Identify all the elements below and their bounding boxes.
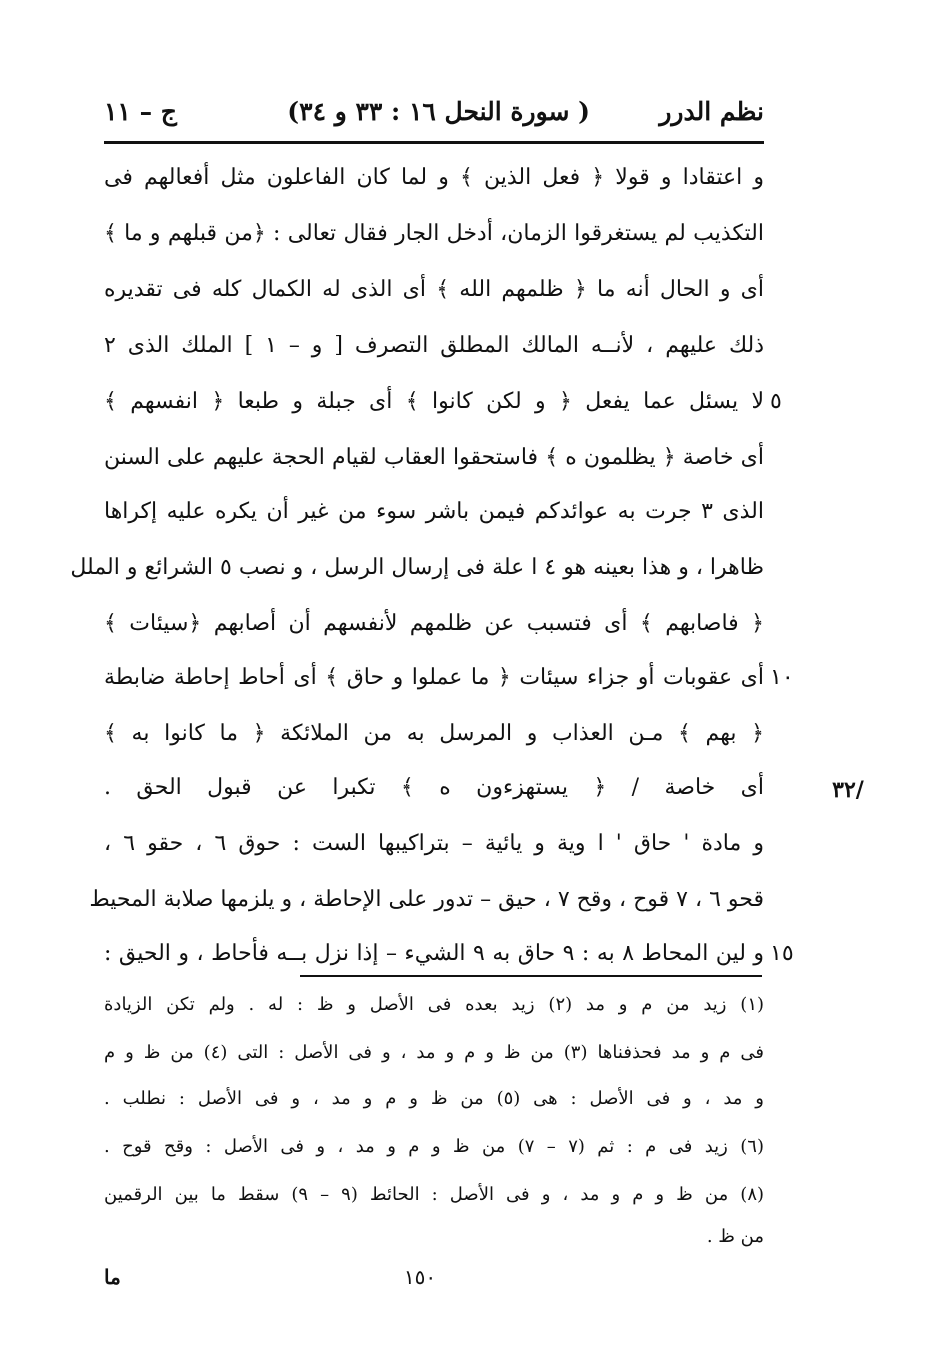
- catchword: ما: [104, 1265, 121, 1289]
- text-line: ﴿ بهم ﴾ مـن العذاب و المرسل به من الملائكة ﴿ ما كانوا به ﴾: [104, 721, 764, 746]
- book-title: نظم الدرر: [659, 97, 764, 126]
- page-number: ١٥٠: [403, 1265, 437, 1289]
- footnote-rule: [300, 975, 762, 977]
- volume-number: ج – ١١: [104, 97, 177, 126]
- footnote-line: (٨) من ظ و م و مد ، و فى الأصل : الحائط (٩ – ٩) سقط ما بين الرقمين: [104, 1184, 765, 1205]
- footnote-line: (٦) زيد فى م : ثم (٧ – ٧) من ظ و م و مد ، و فى الأصل : وقح قوح .: [104, 1136, 764, 1157]
- text-line: ﴿ فاصابهم ﴾ أى فتسبب عن ظلمهم لأنفسهم أن أصابهم ﴿سيئات ﴾: [104, 611, 764, 636]
- text-line: و اعتقادا و قولا ﴿ فعل الذين ﴾ و لما كان الفاعلون مثل أفعالهم فى: [104, 165, 764, 190]
- text-line: أى خاصة / ﴿ يستهزءون ه ﴾ تكبرا عن قبول الحق .: [104, 775, 764, 800]
- footnote-line: و مد ، و فى الأصل : هى (٥) من ظ و م و مد ، و فى الأصل : نطلب .: [104, 1088, 764, 1109]
- text-line: الذى ٣ جرت به عوائدكم فيمن باشر سوء من غير أن يكره عليه إكراها: [104, 499, 765, 524]
- text-line: قحو ٦ ، ٧ قوح ، وقح ٧ ، حيق – تدور على الإحاطة ، و يلزمها صلابة المحيط: [89, 887, 764, 912]
- margin-note: /٣٢: [832, 777, 864, 803]
- text-line: أى عقوبات أو جزاء سيئات ﴿ ما عملوا و حاق ﴾ أى أحاط إحاطة ضابطة: [104, 665, 764, 690]
- footnote-line: (١) زيد من م و مد (٢) زيد بعده فى الأصل و ظ : له . ولم تكن الزيادة: [104, 994, 765, 1015]
- text-line: ظاهرا ، و هذا بعينه هو ٤ ا علة فى إرسال الرسل ، و نصب ٥ الشرائع و الملل: [70, 555, 764, 580]
- footnote-line: من ظ .: [706, 1226, 764, 1247]
- line-number: ٥: [770, 389, 782, 414]
- text-line: أى و الحال أنه ما ﴿ ظلمهم الله ﴾ أى الذى له الكمال كله فى تقديره: [104, 277, 764, 302]
- header-rule: [104, 141, 764, 144]
- text-line: لا يسئل عما يفعل ﴿ و لكن كانوا ﴾ أى جبلة و طبعا ﴿ انفسهم ﴾: [104, 389, 764, 414]
- text-line: أى خاصة ﴿ يظلمون ه ﴾ فاستحقوا العقاب لقيام الحجة عليهم على السنن: [104, 445, 764, 470]
- text-line: ذلك عليهم ، لأنــه المالك المطلق التصرف [ و – ١ ] الملك الذى ٢: [104, 333, 765, 358]
- line-number: ١٥: [770, 941, 794, 966]
- footnote-line: فى م و مد فحذفناها (٣) من ظ و م و مد ، و فى الأصل : التى (٤) من ظ و م: [104, 1042, 764, 1063]
- surah-reference: ( سورة النحل ١٦ : ٣٣ و ٣٤): [287, 97, 590, 126]
- text-line: و مادة ' حاق ' ا وية و يائية – بتراكيبها الست : حوق ٦ ، حقو ٦ ،: [104, 831, 764, 856]
- text-line: و لين المحاط ٨ به : ٩ حاق به ٩ الشيء – إذا نزل بــه فأحاط ، و الحيق :: [104, 941, 765, 966]
- text-line: التكذيب لم يستغرقوا الزمان، أدخل الجار فقال تعالى : ﴿من قبلهم و ما ﴾: [104, 221, 764, 246]
- line-number: ١٠: [770, 665, 794, 690]
